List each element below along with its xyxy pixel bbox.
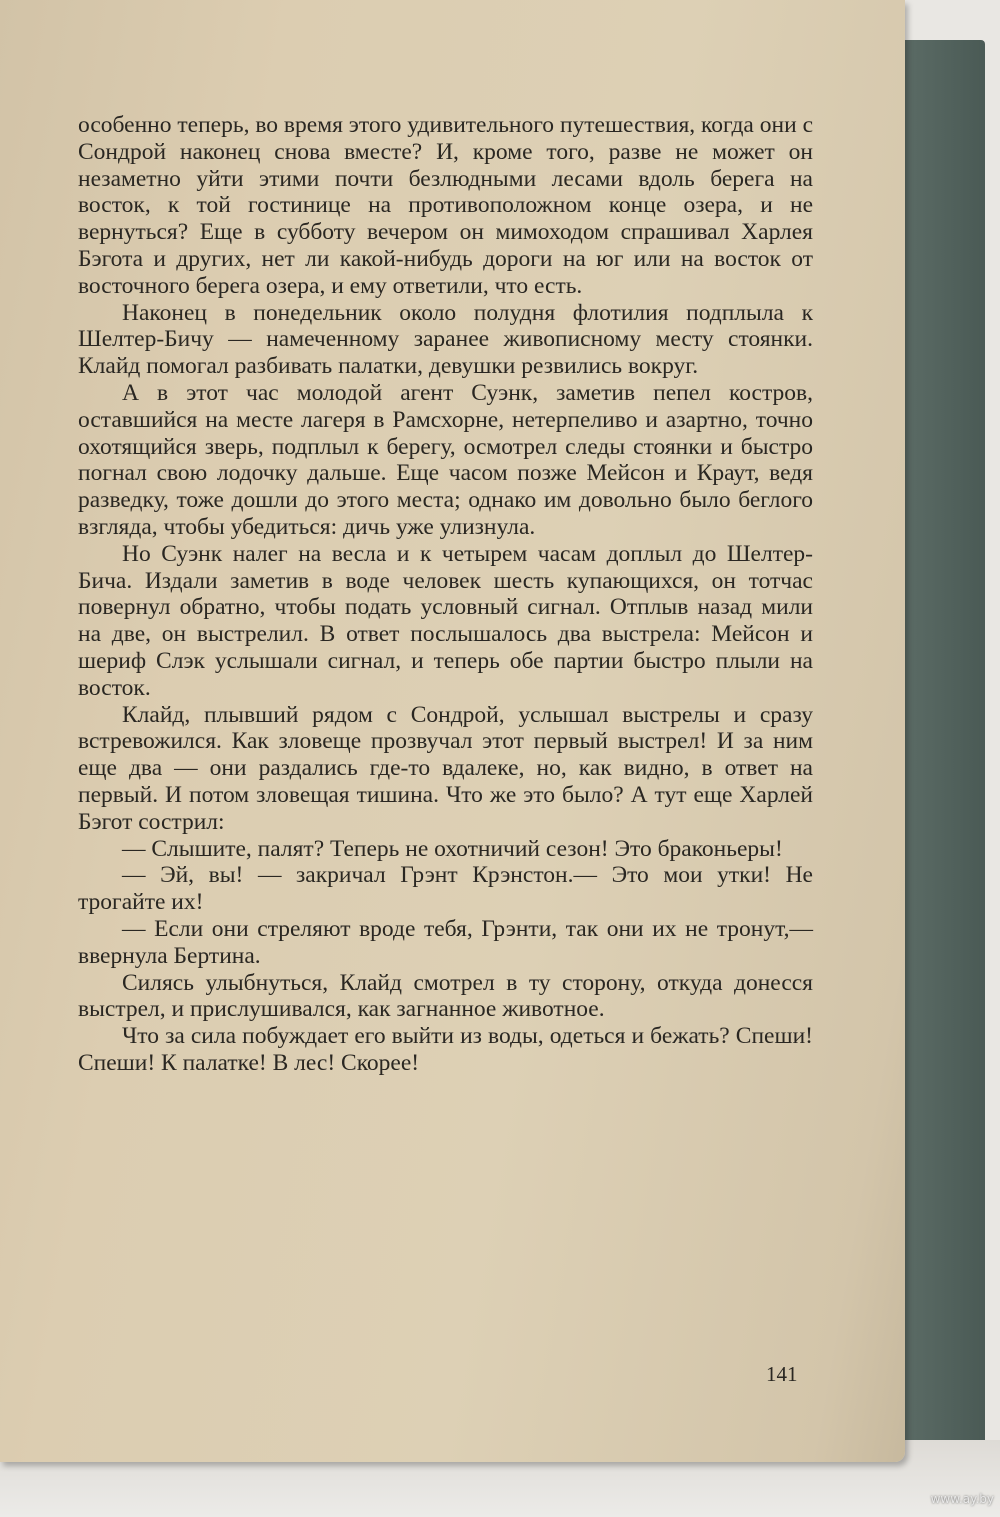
paragraph: Но Суэнк налег на весла и к четырем часам доплыл до Шелтер-Бича. Издали заметив в воде человек шесть купающихся, он тотчас повернул обратно, чтобы подать условный сигнал. Отплыв назад мили на две, он выстрелил. В ответ послышалось два выстрела: Мейсон и шериф Слэк услышали сигнал, и теперь обе партии быстро плыли на восток. [78,540,813,701]
paragraph: А в этот час молодой агент Суэнк, заметив пепел костров, оставшийся на месте лагеря в Рамсхорне, нетерпеливо и азартно, точно охотящийся зверь, подплыл к берегу, осмотрел следы стоянки и быстро погнал свою лодочку дальше. Еще часом позже Мейсон и Краут, ведя разведку, тоже дошли до этого места; однако им довольно было беглого взгляда, чтобы убедиться: дичь уже улизнула. [78,379,813,540]
paragraph: Клайд, плывший рядом с Сондрой, услышал выстрелы и сразу встревожился. Как зловеще прозвучал этот первый выстрел! И за ним еще два — они раздались где-то вдалеке, но, как видно, в ответ на первый. И потом зловещая тишина. Что же это было? А тут еще Харлей Бэгот сострил: [78,701,813,835]
dialogue-line: — Эй, вы! — закричал Грэнт Крэнстон.— Это мои утки! Не трогайте их! [78,862,813,916]
site-watermark: www.ay.by [930,1492,994,1506]
paragraph: Наконец в понедельник около полудня флотилия подплыла к Шелтер-Бичу — намеченному заранее живописному месту стоянки. Клайд помогал разбивать палатки, девушки резвились вокруг. [78,299,813,380]
paragraph: Что за сила побуждает его выйти из воды, одеться и бежать? Спеши! Спеши! К палатке! В лес! Скорее! [78,1023,813,1076]
page-number: 141 [766,1362,798,1386]
dialogue-line: — Слышите, палят? Теперь не охотничий сезон! Это браконьеры! [122,835,783,862]
dialogue-line: — Если они стреляют вроде тебя, Грэнти, так они их не тронут,— ввернула Бертина. [78,915,813,969]
paragraph: Силясь улыбнуться, Клайд смотрел в ту сторону, откуда донесся выстрел, и прислушивался, как загнанное животное. [78,969,813,1023]
page-text [78,112,813,1077]
paragraph: особенно теперь, во время этого удивительного путешествия, когда они с Сондрой наконец снова вместе? И, кроме того, разве не может он незаметно уйти этими почти безлюдными лесами вдоль берега на восток, к той гостинице на противоположном конце озера, и не вернуться? Еще в субботу вечером он мимоходом спрашивал Харлея Бэгота и других, нет ли какой-нибудь дороги на юг или на восток от восточного берега озера, и ему ответили, что есть. [78,112,813,299]
